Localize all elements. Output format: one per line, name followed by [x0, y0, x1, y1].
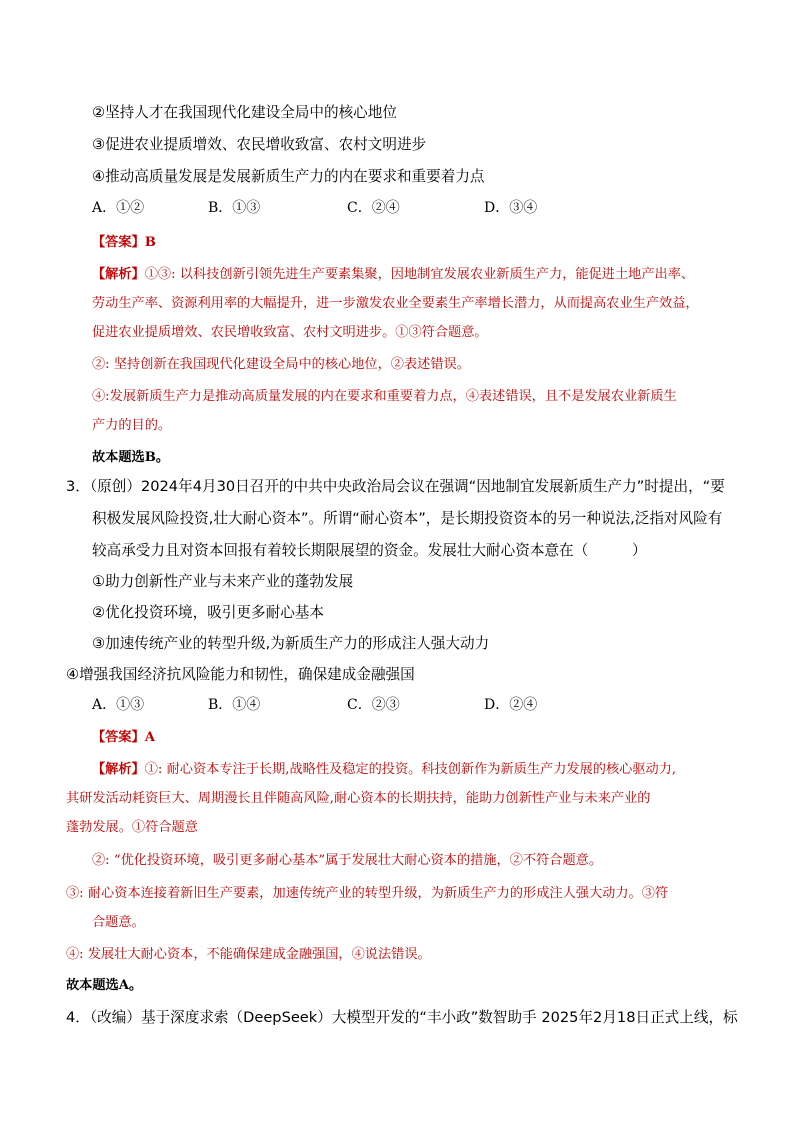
q2-analysis-p3-l1: ④:发展新质生产力是推动高质量发展的内在要求和重要着力点，④表述错误，且不是发展农业新质生 [92, 389, 677, 404]
q2-option-b: B．①③ [208, 200, 261, 216]
q2-analysis-p1-l3: 促进农业提质增效、农民增收致富、农村文明进步。①③符合题意。 [92, 325, 488, 340]
q3-analysis-p1-l2: 其研发活动耗资巨大、周期漫长且伴随高风险,耐心资本的长期扶持，能助力创新性产业与未来产业的 [66, 791, 651, 806]
q2-answer [92, 231, 156, 250]
analysis-text: ①: 耐心资本专注于长期,战略性及稳定的投资。科技创新作为新质生产力发展的核心驱动力, [144, 762, 677, 777]
q2-statement-4: ④推动高质量发展是发展新质生产力的内在要求和重要着力点 [92, 168, 485, 185]
q3-statement-1: ①助力创新性产业与未来产业的蓬勃发展 [92, 573, 354, 590]
q2-analysis-p1-l1 [92, 263, 694, 282]
q2-analysis-p2: ②: 坚持创新在我国现代化建设全局中的核心地位，②表述错误。 [92, 357, 470, 372]
q3-analysis-p3-l1: ③: 耐心资本连接着新旧生产要素，加速传统产业的转型升级，为新质生产力的形成注人强大动力。③符 [66, 886, 669, 901]
answer-label: 【答案】 [92, 730, 145, 745]
q3-statement-4: ④增强我国经济抗风险能力和韧性，确保建成金融强国 [66, 666, 415, 683]
q2-option-a: A．①② [92, 200, 145, 216]
q3-analysis-p3-l2: 合题意。 [92, 915, 145, 930]
q3-stem-line-2: 积极发展风险投资,壮大耐心资本”。所谓“耐心资本”，是长期投资资本的另一种说法,泛指对风险有 [92, 510, 723, 527]
analysis-text: ①③: 以科技创新引领先进生产要素集聚，因地制宜发展农业新质生产力，能促进土地产出率、 [144, 267, 695, 282]
q3-answer [92, 726, 155, 745]
q3-option-a: A．①③ [92, 697, 145, 713]
q3-stem-line-1: 3．（原创）2024年4月30日召开的中共中央政治局会议在强调“因地制宜发展新质生产力”时提出，“要 [66, 478, 725, 495]
q2-option-c: C．②④ [347, 200, 400, 216]
q2-analysis-p3-l2: 产力的目的。 [92, 418, 172, 433]
q3-stem-line-3: 较高承受力且对资本回报有着较长期限展望的资金。发展壮大耐心资本意在（ ） [92, 542, 647, 559]
q2-option-d: D．③④ [484, 200, 538, 216]
answer-value: B [144, 235, 156, 250]
q3-statement-3: ③加速传统产业的转型升级,为新质生产力的形成注人强大动力 [92, 635, 490, 652]
q2-conclusion: 故本题选B。 [92, 450, 170, 465]
q3-option-d: D．②④ [484, 697, 538, 713]
answer-label: 【答案】 [92, 235, 145, 250]
answer-value: A [144, 730, 155, 745]
q3-analysis-p1-l3: 蓬勃发展。①符合题意 [66, 820, 198, 835]
q2-statement-3: ③促进农业提质增效、农民增收致富、农村文明进步 [92, 136, 427, 153]
analysis-label: 【解析】 [92, 762, 145, 777]
q2-analysis-p1-l2: 劳动生产率、资源利用率的大幅提升，进一步激发农业全要素生产率增长潜力，从而提高农业生产效益， [92, 296, 699, 311]
q4-stem-line-1: 4．（改编）基于深度求索（DeepSeek）大模型开发的“丰小政”数智助手 2025年2月18日正式上线，标 [66, 1009, 738, 1026]
q3-statement-2: ②优化投资环境，吸引更多耐心基本 [92, 604, 324, 621]
q2-statement-2: ②坚持人才在我国现代化建设全局中的核心地位 [92, 104, 397, 121]
q3-option-c: C．②③ [347, 697, 400, 713]
q3-analysis-p1-l1 [92, 758, 676, 777]
q3-analysis-p4: ④: 发展壮大耐心资本，不能确保建成金融强国，④说法错误。 [66, 947, 431, 962]
q3-option-b: B．①④ [208, 697, 261, 713]
q3-conclusion: 故本题选A。 [66, 978, 143, 993]
q3-analysis-p2: ②: “优化投资环境，吸引更多耐心基本”属于发展壮大耐心资本的措施，②不符合题意。 [92, 853, 603, 868]
analysis-label: 【解析】 [92, 267, 145, 282]
